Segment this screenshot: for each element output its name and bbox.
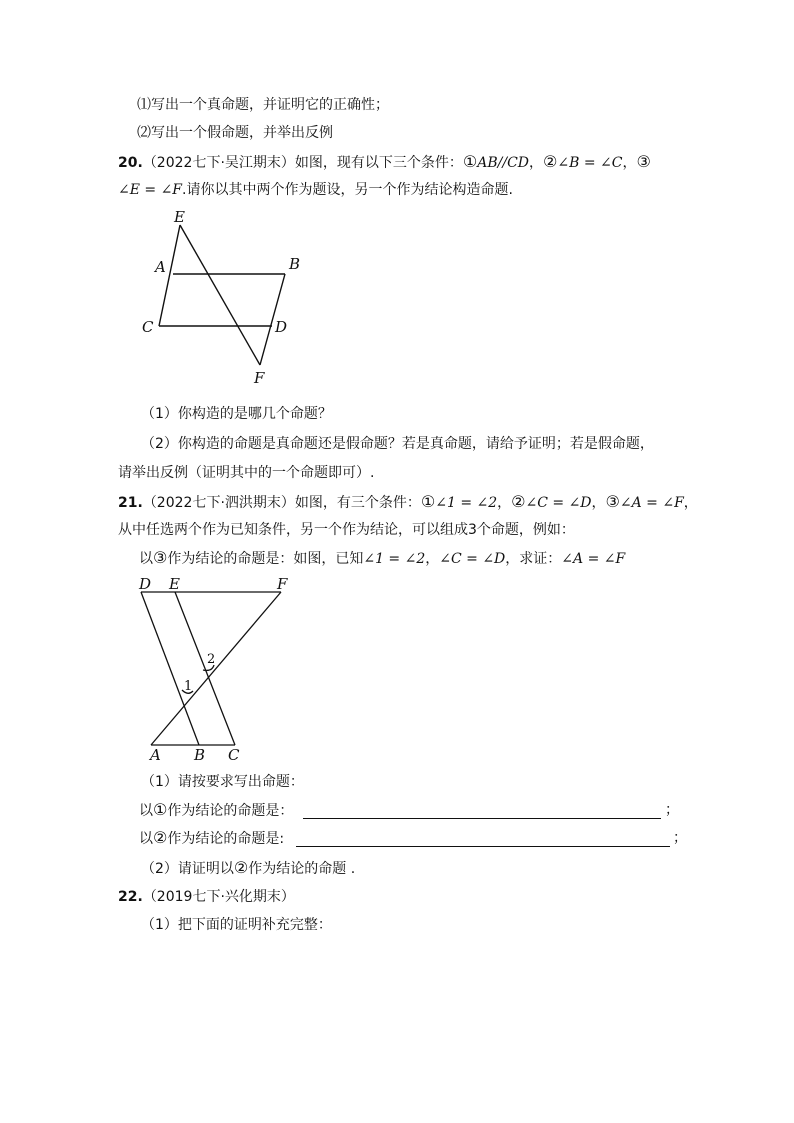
q21-header: 21.（2022七下·泗洪期末）如图，有三个条件：①∠1 = ∠2，②∠C = ∠D，③∠A = ∠F， bbox=[118, 492, 698, 511]
q22-header bbox=[118, 888, 295, 906]
q21-example-given1: ∠1 = ∠2 bbox=[363, 551, 426, 567]
q21-fill2 bbox=[139, 829, 284, 848]
label-D: D bbox=[275, 318, 288, 336]
q20-cond1: AB//CD bbox=[477, 155, 530, 171]
label-F: F bbox=[277, 575, 288, 593]
label-B: B bbox=[289, 255, 301, 273]
q21-fill2-label: 作为结论的命题是: bbox=[167, 831, 285, 847]
q21-text: 如图，有三个条件： bbox=[294, 495, 421, 511]
segment-EF bbox=[180, 225, 260, 365]
q21-example-text: 作为结论的命题是：如图，已知 bbox=[167, 551, 364, 567]
q21-line2: 从中任选两个作为已知条件，另一个作为结论，可以组成3个命题，例如： bbox=[118, 522, 575, 538]
label-F: F bbox=[254, 369, 265, 387]
q21-fill1-label: 作为结论的命题是： bbox=[167, 803, 294, 819]
q20-cond3: ∠E = ∠F bbox=[118, 182, 183, 198]
label-A: A bbox=[150, 746, 161, 764]
label-D: D bbox=[139, 575, 152, 593]
segment-EC bbox=[175, 592, 235, 745]
q21-example-given2: ∠C = ∠D bbox=[439, 551, 506, 567]
q21-fill2-end: ； bbox=[673, 830, 687, 846]
q20-text: 如图，现有以下三个条件： bbox=[294, 155, 463, 171]
q20-cond3-marker: ③ bbox=[636, 152, 651, 171]
label-E: E bbox=[169, 575, 180, 593]
q22-sub1: （1）把下面的证明补充完整： bbox=[141, 917, 332, 933]
q19-sub1: ⑴写出一个真命题，并证明它的正确性； bbox=[137, 97, 389, 113]
q21-example-prefix: 以 bbox=[139, 551, 153, 567]
q20-sep1: ， bbox=[529, 155, 544, 171]
q21-cond3: ∠A = ∠F bbox=[619, 495, 684, 511]
q21-fill1-marker: ① bbox=[153, 800, 168, 819]
q21-fill1-blank[interactable] bbox=[303, 818, 661, 819]
q21-example-sep: ， bbox=[425, 551, 440, 567]
q21-fill1-end: ； bbox=[665, 802, 679, 818]
q21-fill2-blank[interactable] bbox=[296, 846, 670, 847]
q22-source: （2019七下·兴化期末） bbox=[142, 889, 295, 905]
q22-number: 22. bbox=[118, 889, 143, 905]
q20-header bbox=[118, 153, 651, 172]
label-B: B bbox=[194, 746, 206, 764]
label-E: E bbox=[174, 208, 185, 226]
q19-sub2: ⑵写出一个假命题，并举出反例 bbox=[137, 125, 333, 141]
q21-example bbox=[139, 549, 625, 568]
angle-label-1: 1 bbox=[184, 679, 193, 694]
q21-cond2-marker: ② bbox=[511, 492, 526, 511]
figure-q20 bbox=[130, 205, 330, 390]
q21-fill1 bbox=[139, 801, 293, 820]
q20-sub1: （1）你构造的是哪几个命题？ bbox=[141, 406, 332, 422]
q21-number: 21. bbox=[118, 495, 143, 511]
q20-source: （2022七下·吴江期末） bbox=[142, 155, 295, 171]
q21-cond1-marker: ① bbox=[420, 492, 436, 511]
q21-sub2-marker: ② bbox=[233, 858, 249, 877]
q21-example-marker: ③ bbox=[153, 548, 168, 567]
q21-example-ask: ，求证： bbox=[505, 551, 562, 567]
q21-sub2-text: 作为结论的命题 . bbox=[248, 861, 356, 877]
q21-sub2 bbox=[141, 859, 355, 878]
q20-sep2: ， bbox=[622, 155, 637, 171]
q20-number: 20. bbox=[118, 155, 143, 171]
q21-cond3-marker: ③ bbox=[605, 492, 620, 511]
q21-cond1: ∠1 = ∠2 bbox=[435, 495, 498, 511]
angle-label-2: 2 bbox=[207, 652, 216, 667]
figure-q21 bbox=[135, 572, 305, 764]
q20-cond2: ∠B = ∠C bbox=[557, 155, 623, 171]
q21-example-conclusion: ∠A = ∠F bbox=[561, 551, 626, 567]
q20-cond2-marker: ② bbox=[543, 152, 558, 171]
q21-cond2: ∠C = ∠D bbox=[525, 495, 592, 511]
q21-fill2-marker: ② bbox=[153, 828, 168, 847]
q21-sub2-prefix: （2）请证明以 bbox=[141, 861, 234, 877]
q21-fill1-prefix: 以 bbox=[139, 803, 153, 819]
q20-cond1-marker: ① bbox=[462, 152, 478, 171]
q20-sub2: （2）你构造的命题是真命题还是假命题？若是真命题，请给予证明；若是假命题， bbox=[141, 436, 654, 452]
q21-fill2-prefix: 以 bbox=[139, 831, 153, 847]
q21-source: （2022七下·泗洪期末） bbox=[142, 495, 295, 511]
q20-sub2-cont: 请举出反例（证明其中的一个命题即可）. bbox=[118, 465, 375, 481]
q20-line2 bbox=[118, 181, 513, 199]
q20-instruction: .请你以其中两个作为题设，另一个作为结论构造命题. bbox=[182, 182, 513, 198]
label-C: C bbox=[228, 746, 240, 764]
label-A: A bbox=[155, 258, 166, 276]
q21-sub1: （1）请按要求写出命题： bbox=[141, 774, 304, 790]
label-C: C bbox=[142, 318, 154, 336]
